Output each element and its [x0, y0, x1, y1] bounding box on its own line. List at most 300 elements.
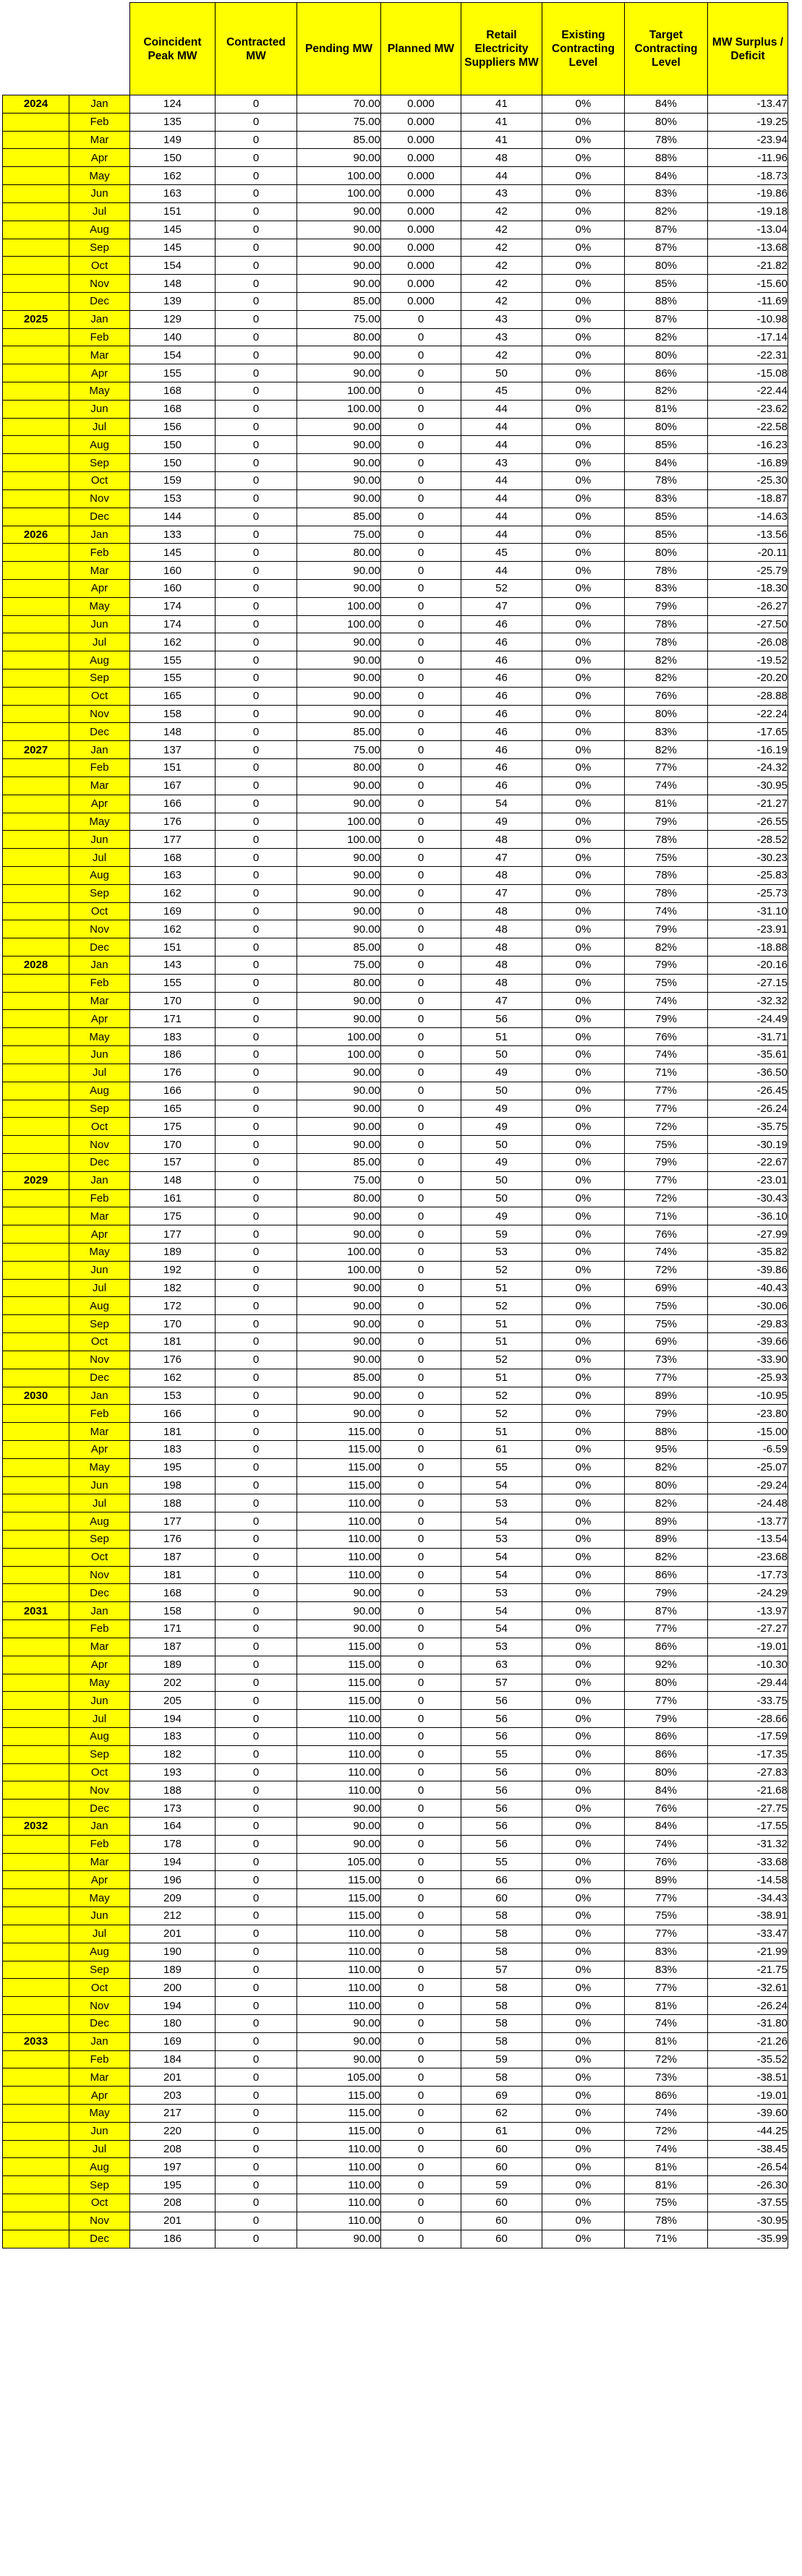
table-row: [3, 1620, 788, 1638]
retail-suppliers-mw-cell: 50: [461, 1082, 542, 1100]
planned-mw-cell: 0: [381, 2068, 461, 2087]
coincident-peak-mw-cell: 155: [130, 669, 216, 688]
mw-surplus-deficit-cell: -29.83: [708, 1315, 788, 1333]
table-row: [3, 902, 788, 920]
planned-mw-cell: 0: [381, 1261, 461, 1279]
contracted-mw-cell: 0: [216, 472, 297, 490]
year-cell-empty: [3, 472, 69, 490]
contracted-mw-cell: 0: [216, 436, 297, 454]
existing-contracting-level-cell: 0%: [542, 1584, 625, 1602]
target-contracting-level-cell: 72%: [625, 2050, 708, 2068]
month-cell: Oct: [69, 472, 130, 490]
retail-suppliers-mw-cell: 61: [461, 1440, 542, 1458]
target-contracting-level-cell: 84%: [625, 1818, 708, 1836]
target-contracting-level-cell: 78%: [625, 884, 708, 902]
pending-mw-cell: 90.00: [297, 687, 381, 705]
mw-surplus-deficit-cell: -35.61: [708, 1046, 788, 1064]
target-contracting-level-cell: 83%: [625, 1943, 708, 1961]
pending-mw-cell: 100.00: [297, 1028, 381, 1046]
existing-contracting-level-cell: 0%: [542, 1745, 625, 1763]
month-cell: Oct: [69, 2194, 130, 2212]
year-cell-empty: [3, 1028, 69, 1046]
pending-mw-cell: 100.00: [297, 615, 381, 633]
month-cell: Dec: [69, 508, 130, 526]
planned-mw-cell: 0: [381, 902, 461, 920]
month-cell: Aug: [69, 1943, 130, 1961]
planned-mw-cell: 0.000: [381, 292, 461, 310]
pending-mw-cell: 90.00: [297, 902, 381, 920]
table-row: [3, 185, 788, 203]
year-cell-empty: [3, 1925, 69, 1943]
planned-mw-cell: 0: [381, 454, 461, 472]
mw-surplus-deficit-cell: -28.66: [708, 1710, 788, 1728]
contracted-mw-cell: 0: [216, 1315, 297, 1333]
year-cell-empty: [3, 597, 69, 615]
retail-suppliers-mw-cell: 51: [461, 1028, 542, 1046]
coincident-peak-mw-cell: 154: [130, 346, 216, 364]
coincident-peak-mw-cell: 175: [130, 1118, 216, 1136]
retail-suppliers-mw-cell: 48: [461, 974, 542, 992]
pending-mw-cell: 75.00: [297, 957, 381, 975]
planned-mw-cell: 0: [381, 1387, 461, 1405]
month-cell: Jul: [69, 1279, 130, 1297]
planned-mw-cell: 0: [381, 1710, 461, 1728]
year-cell-empty: [3, 2050, 69, 2068]
month-cell: Aug: [69, 1727, 130, 1745]
existing-contracting-level-cell: 0%: [542, 1153, 625, 1171]
table-row: [3, 1010, 788, 1028]
pending-mw-cell: 90.00: [297, 849, 381, 867]
coincident-peak-mw-cell: 171: [130, 1620, 216, 1638]
retail-suppliers-mw-cell: 56: [461, 1692, 542, 1710]
retail-suppliers-mw-cell: 56: [461, 1835, 542, 1853]
table-row: [3, 328, 788, 346]
pending-mw-cell: 90.00: [297, 1279, 381, 1297]
contracted-mw-cell: 0: [216, 1925, 297, 1943]
pending-mw-cell: 110.00: [297, 2158, 381, 2176]
table-row: [3, 95, 788, 114]
table-row: [3, 723, 788, 741]
mw-surplus-deficit-cell: -25.30: [708, 472, 788, 490]
planned-mw-cell: 0: [381, 1153, 461, 1171]
retail-suppliers-mw-cell: 54: [461, 1602, 542, 1620]
month-cell: Oct: [69, 1118, 130, 1136]
year-cell-empty: [3, 920, 69, 938]
retail-suppliers-mw-cell: 44: [461, 472, 542, 490]
contracted-mw-cell: 0: [216, 508, 297, 526]
contracted-mw-cell: 0: [216, 1064, 297, 1082]
coincident-peak-mw-cell: 161: [130, 1189, 216, 1207]
table-row: [3, 1638, 788, 1656]
table-row: [3, 1710, 788, 1728]
month-cell: Apr: [69, 1225, 130, 1244]
planned-mw-cell: 0: [381, 1889, 461, 1907]
year-cell-empty: [3, 1835, 69, 1853]
month-cell: May: [69, 167, 130, 185]
planned-mw-cell: 0: [381, 1064, 461, 1082]
month-cell: Jun: [69, 1046, 130, 1064]
target-contracting-level-cell: 83%: [625, 579, 708, 597]
coincident-peak-mw-cell: 173: [130, 1800, 216, 1818]
contracted-mw-cell: 0: [216, 1333, 297, 1351]
month-cell: Nov: [69, 1566, 130, 1584]
coincident-peak-mw-cell: 170: [130, 1315, 216, 1333]
mw-surplus-deficit-cell: -27.99: [708, 1225, 788, 1244]
pending-mw-cell: 90.00: [297, 651, 381, 669]
planned-mw-cell: 0.000: [381, 202, 461, 221]
pending-mw-cell: 110.00: [297, 1548, 381, 1566]
existing-contracting-level-cell: 0%: [542, 1907, 625, 1925]
mw-surplus-deficit-cell: -22.67: [708, 1153, 788, 1171]
existing-contracting-level-cell: 0%: [542, 2230, 625, 2248]
target-contracting-level-cell: 79%: [625, 920, 708, 938]
mw-surplus-deficit-cell: -13.54: [708, 1531, 788, 1549]
target-contracting-level-cell: 82%: [625, 328, 708, 346]
planned-mw-cell: 0: [381, 1440, 461, 1458]
target-contracting-level-cell: 81%: [625, 1997, 708, 2015]
retail-suppliers-mw-cell: 53: [461, 1244, 542, 1262]
coincident-peak-mw-cell: 183: [130, 1727, 216, 1745]
year-cell-empty: [3, 508, 69, 526]
planned-mw-cell: 0: [381, 562, 461, 580]
retail-suppliers-mw-cell: 52: [461, 1351, 542, 1369]
target-contracting-level-cell: 83%: [625, 1961, 708, 1979]
mw-surplus-deficit-cell: -16.89: [708, 454, 788, 472]
month-cell: Jun: [69, 400, 130, 418]
year-cell-empty: [3, 1064, 69, 1082]
target-contracting-level-cell: 76%: [625, 1028, 708, 1046]
mw-surplus-deficit-cell: -35.75: [708, 1118, 788, 1136]
existing-contracting-level-cell: 0%: [542, 2158, 625, 2176]
year-cell-empty: [3, 489, 69, 508]
existing-contracting-level-cell: 0%: [542, 562, 625, 580]
retail-suppliers-mw-cell: 52: [461, 1405, 542, 1423]
target-contracting-level-cell: 78%: [625, 2212, 708, 2230]
retail-suppliers-mw-cell: 52: [461, 1261, 542, 1279]
planned-mw-cell: 0: [381, 1853, 461, 1871]
table-row: [3, 1727, 788, 1745]
existing-contracting-level-cell: 0%: [542, 1010, 625, 1028]
target-contracting-level-cell: 75%: [625, 1297, 708, 1315]
year-cell: 2025: [3, 310, 69, 328]
existing-contracting-level-cell: 0%: [542, 1064, 625, 1082]
pending-mw-cell: 115.00: [297, 1871, 381, 1889]
pending-mw-cell: 90.00: [297, 1315, 381, 1333]
month-cell: Jul: [69, 1064, 130, 1082]
planned-mw-cell: 0: [381, 1800, 461, 1818]
month-cell: Sep: [69, 1531, 130, 1549]
retail-suppliers-mw-cell: 51: [461, 1279, 542, 1297]
table-row: [3, 1548, 788, 1566]
target-contracting-level-cell: 86%: [625, 2087, 708, 2105]
mw-surplus-deficit-cell: -26.27: [708, 597, 788, 615]
table-row: [3, 615, 788, 633]
planned-mw-cell: 0: [381, 400, 461, 418]
month-cell: Nov: [69, 1136, 130, 1154]
target-contracting-level-cell: 77%: [625, 1979, 708, 1997]
year-cell-empty: [3, 1674, 69, 1692]
retail-suppliers-mw-cell: 50: [461, 1171, 542, 1189]
mw-surplus-deficit-cell: -25.07: [708, 1458, 788, 1476]
existing-contracting-level-cell: 0%: [542, 364, 625, 382]
table-row: [3, 131, 788, 149]
table-row: [3, 2087, 788, 2105]
planned-mw-cell: 0: [381, 705, 461, 723]
retail-suppliers-mw-cell: 42: [461, 292, 542, 310]
mw-surplus-deficit-cell: -24.32: [708, 759, 788, 777]
target-contracting-level-cell: 95%: [625, 1440, 708, 1458]
mw-surplus-deficit-cell: -22.31: [708, 346, 788, 364]
planned-mw-cell: 0: [381, 1512, 461, 1531]
planned-mw-cell: 0: [381, 2087, 461, 2105]
pending-mw-cell: 110.00: [297, 1961, 381, 1979]
retail-suppliers-mw-cell: 49: [461, 1064, 542, 1082]
month-cell: Feb: [69, 1189, 130, 1207]
retail-suppliers-mw-cell: 62: [461, 2105, 542, 2123]
retail-suppliers-mw-cell: 48: [461, 831, 542, 849]
mw-surplus-deficit-cell: -18.30: [708, 579, 788, 597]
retail-suppliers-mw-cell: 58: [461, 1979, 542, 1997]
mw-surplus-deficit-cell: -20.11: [708, 544, 788, 562]
month-cell: Feb: [69, 328, 130, 346]
planned-mw-cell: 0: [381, 938, 461, 957]
pending-mw-cell: 90.00: [297, 1405, 381, 1423]
planned-mw-cell: 0: [381, 2050, 461, 2068]
existing-contracting-level-cell: 0%: [542, 1387, 625, 1405]
year-cell-empty: [3, 1369, 69, 1387]
contracted-mw-cell: 0: [216, 1566, 297, 1584]
existing-contracting-level-cell: 0%: [542, 1961, 625, 1979]
table-row: [3, 1423, 788, 1441]
contracted-mw-cell: 0: [216, 1656, 297, 1674]
target-contracting-level-cell: 88%: [625, 1423, 708, 1441]
contracted-mw-cell: 0: [216, 884, 297, 902]
coincident-peak-mw-cell: 167: [130, 776, 216, 795]
month-cell: Oct: [69, 687, 130, 705]
existing-contracting-level-cell: 0%: [542, 1943, 625, 1961]
pending-mw-cell: 90.00: [297, 1584, 381, 1602]
pending-mw-cell: 90.00: [297, 1333, 381, 1351]
year-cell-empty: [3, 1261, 69, 1279]
mw-surplus-deficit-cell: -27.83: [708, 1763, 788, 1781]
coincident-peak-mw-cell: 162: [130, 1369, 216, 1387]
header-mw-surplus-deficit: MW Surplus / Deficit: [708, 3, 788, 95]
existing-contracting-level-cell: 0%: [542, 831, 625, 849]
planned-mw-cell: 0: [381, 328, 461, 346]
target-contracting-level-cell: 74%: [625, 1244, 708, 1262]
target-contracting-level-cell: 86%: [625, 1745, 708, 1763]
planned-mw-cell: 0: [381, 1405, 461, 1423]
existing-contracting-level-cell: 0%: [542, 1333, 625, 1351]
existing-contracting-level-cell: 0%: [542, 202, 625, 221]
contracted-mw-cell: 0: [216, 1189, 297, 1207]
mw-surplus-deficit-cell: -35.52: [708, 2050, 788, 2068]
pending-mw-cell: 90.00: [297, 1835, 381, 1853]
table-row: [3, 920, 788, 938]
retail-suppliers-mw-cell: 48: [461, 866, 542, 884]
table-row: [3, 526, 788, 544]
month-cell: Sep: [69, 454, 130, 472]
mw-surplus-deficit-cell: -33.68: [708, 1853, 788, 1871]
planned-mw-cell: 0: [381, 1745, 461, 1763]
retail-suppliers-mw-cell: 59: [461, 2176, 542, 2194]
coincident-peak-mw-cell: 139: [130, 292, 216, 310]
retail-suppliers-mw-cell: 52: [461, 579, 542, 597]
year-cell-empty: [3, 974, 69, 992]
mw-surplus-deficit-cell: -13.77: [708, 1512, 788, 1531]
contracted-mw-cell: 0: [216, 1512, 297, 1531]
coincident-peak-mw-cell: 145: [130, 221, 216, 239]
mw-surplus-deficit-cell: -21.75: [708, 1961, 788, 1979]
contracted-mw-cell: 0: [216, 633, 297, 651]
planned-mw-cell: 0: [381, 2105, 461, 2123]
mw-surplus-deficit-cell: -33.75: [708, 1692, 788, 1710]
month-cell: Jun: [69, 1261, 130, 1279]
mw-surplus-deficit-cell: -35.99: [708, 2230, 788, 2248]
planned-mw-cell: 0: [381, 1818, 461, 1836]
mw-surplus-deficit-cell: -36.10: [708, 1207, 788, 1225]
coincident-peak-mw-cell: 124: [130, 95, 216, 114]
coincident-peak-mw-cell: 145: [130, 544, 216, 562]
pending-mw-cell: 110.00: [297, 1979, 381, 1997]
target-contracting-level-cell: 79%: [625, 1405, 708, 1423]
planned-mw-cell: 0: [381, 1835, 461, 1853]
coincident-peak-mw-cell: 166: [130, 795, 216, 813]
pending-mw-cell: 90.00: [297, 1064, 381, 1082]
mw-surplus-deficit-cell: -33.47: [708, 1925, 788, 1943]
retail-suppliers-mw-cell: 46: [461, 669, 542, 688]
month-cell: Jan: [69, 526, 130, 544]
target-contracting-level-cell: 78%: [625, 472, 708, 490]
target-contracting-level-cell: 69%: [625, 1279, 708, 1297]
contracted-mw-cell: 0: [216, 382, 297, 401]
coincident-peak-mw-cell: 176: [130, 1351, 216, 1369]
coincident-peak-mw-cell: 195: [130, 1458, 216, 1476]
existing-contracting-level-cell: 0%: [542, 346, 625, 364]
planned-mw-cell: 0: [381, 310, 461, 328]
mw-surplus-deficit-cell: -31.80: [708, 2014, 788, 2032]
contracted-mw-cell: 0: [216, 2122, 297, 2140]
year-cell-empty: [3, 1100, 69, 1118]
table-row: [3, 651, 788, 669]
month-cell: May: [69, 1674, 130, 1692]
header-blank-year: [3, 3, 69, 95]
existing-contracting-level-cell: 0%: [542, 1818, 625, 1836]
coincident-peak-mw-cell: 196: [130, 1871, 216, 1889]
coincident-peak-mw-cell: 166: [130, 1405, 216, 1423]
pending-mw-cell: 115.00: [297, 1656, 381, 1674]
table-row: [3, 221, 788, 239]
table-row: [3, 938, 788, 957]
table-row: [3, 2194, 788, 2212]
existing-contracting-level-cell: 0%: [542, 436, 625, 454]
mw-surplus-deficit-cell: -17.14: [708, 328, 788, 346]
planned-mw-cell: 0: [381, 974, 461, 992]
contracted-mw-cell: 0: [216, 902, 297, 920]
pending-mw-cell: 115.00: [297, 1423, 381, 1441]
target-contracting-level-cell: 74%: [625, 2105, 708, 2123]
existing-contracting-level-cell: 0%: [542, 759, 625, 777]
month-cell: Sep: [69, 239, 130, 257]
coincident-peak-mw-cell: 129: [130, 310, 216, 328]
retail-suppliers-mw-cell: 63: [461, 1656, 542, 1674]
target-contracting-level-cell: 83%: [625, 723, 708, 741]
month-cell: Dec: [69, 723, 130, 741]
target-contracting-level-cell: 92%: [625, 1656, 708, 1674]
contracted-mw-cell: 0: [216, 1584, 297, 1602]
pending-mw-cell: 100.00: [297, 1261, 381, 1279]
table-row: [3, 1225, 788, 1244]
month-cell: Jul: [69, 633, 130, 651]
pending-mw-cell: 110.00: [297, 2176, 381, 2194]
table-row: [3, 346, 788, 364]
contracted-mw-cell: 0: [216, 1853, 297, 1871]
existing-contracting-level-cell: 0%: [542, 382, 625, 401]
year-cell-empty: [3, 1620, 69, 1638]
coincident-peak-mw-cell: 189: [130, 1656, 216, 1674]
header-blank-month: [69, 3, 130, 95]
month-cell: Jun: [69, 1692, 130, 1710]
retail-suppliers-mw-cell: 60: [461, 2230, 542, 2248]
target-contracting-level-cell: 74%: [625, 1046, 708, 1064]
planned-mw-cell: 0: [381, 1692, 461, 1710]
contracted-mw-cell: 0: [216, 1961, 297, 1979]
year-cell-empty: [3, 776, 69, 795]
month-cell: Sep: [69, 1100, 130, 1118]
coincident-peak-mw-cell: 151: [130, 938, 216, 957]
target-contracting-level-cell: 75%: [625, 2194, 708, 2212]
target-contracting-level-cell: 79%: [625, 1584, 708, 1602]
pending-mw-cell: 110.00: [297, 2212, 381, 2230]
mw-surplus-deficit-cell: -26.30: [708, 2176, 788, 2194]
table-row: [3, 1458, 788, 1476]
month-cell: Oct: [69, 1333, 130, 1351]
mw-surplus-deficit-cell: -25.73: [708, 884, 788, 902]
existing-contracting-level-cell: 0%: [542, 544, 625, 562]
existing-contracting-level-cell: 0%: [542, 508, 625, 526]
mw-surplus-deficit-cell: -19.18: [708, 202, 788, 221]
year-cell-empty: [3, 1889, 69, 1907]
month-cell: Sep: [69, 1315, 130, 1333]
target-contracting-level-cell: 80%: [625, 544, 708, 562]
month-cell: May: [69, 813, 130, 831]
planned-mw-cell: 0: [381, 1566, 461, 1584]
coincident-peak-mw-cell: 192: [130, 1261, 216, 1279]
month-cell: Sep: [69, 2176, 130, 2194]
retail-suppliers-mw-cell: 44: [461, 489, 542, 508]
pending-mw-cell: 90.00: [297, 705, 381, 723]
table-row: [3, 2230, 788, 2248]
planned-mw-cell: 0: [381, 2140, 461, 2158]
year-cell-empty: [3, 202, 69, 221]
coincident-peak-mw-cell: 182: [130, 1745, 216, 1763]
planned-mw-cell: 0: [381, 382, 461, 401]
target-contracting-level-cell: 78%: [625, 615, 708, 633]
year-cell-empty: [3, 562, 69, 580]
coincident-peak-mw-cell: 163: [130, 185, 216, 203]
mw-surplus-deficit-cell: -15.00: [708, 1423, 788, 1441]
mw-surplus-deficit-cell: -39.66: [708, 1333, 788, 1351]
planned-mw-cell: 0.000: [381, 275, 461, 293]
target-contracting-level-cell: 75%: [625, 974, 708, 992]
pending-mw-cell: 90.00: [297, 2014, 381, 2032]
table-row: [3, 310, 788, 328]
contracted-mw-cell: 0: [216, 2212, 297, 2230]
target-contracting-level-cell: 86%: [625, 364, 708, 382]
pending-mw-cell: 105.00: [297, 2068, 381, 2087]
target-contracting-level-cell: 82%: [625, 1548, 708, 1566]
contracted-mw-cell: 0: [216, 1602, 297, 1620]
